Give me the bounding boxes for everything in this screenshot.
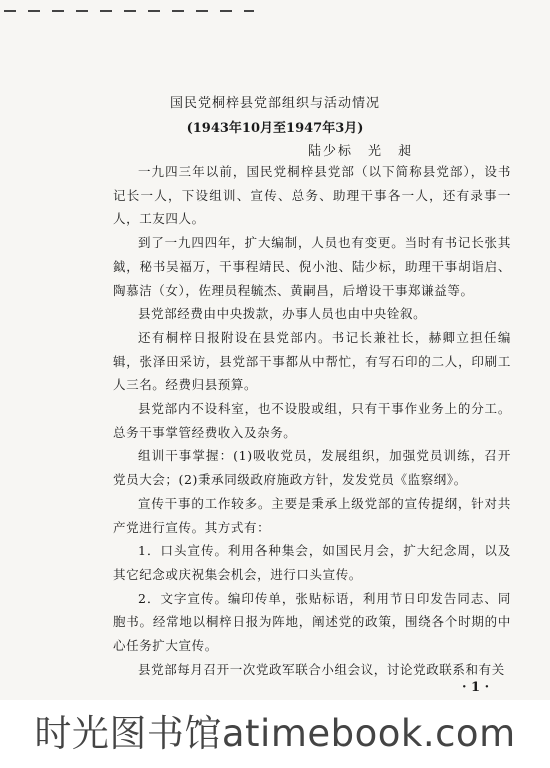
paragraph: 县党部内不设科室，也不设股或组，只有干事作业务上的分工。总务干事掌管经费收入及杂务。 [113, 401, 511, 440]
paragraph: 2．文字宣传。编印传单，张贴标语，利用节日印发告同志、同胞书。经常地以桐梓日报为阵地，阐述党的政策，围绕各个时期的中心任务扩大宣传。 [113, 590, 511, 654]
paragraph: 县党部经费由中央拨款，办事人员也由中央铨叙。 [138, 306, 427, 322]
paragraph: 一九四三年以前，国民党桐梓县党部（以下简称县党部），设书记长一人，下设组训、宣传、总务、助理干事各一人，还有录事一人，工友四人。 [113, 164, 511, 227]
paragraph: 到了一九四四年，扩大编制，人员也有变更。当时有书记长张其鉞，秘书吴福万，干事程靖民、倪小池、陆少标，助理干事胡诣启、陶慕洁（女），佐理员程毓杰、黄嗣昌，后增设干事郑谦益等。 [113, 235, 511, 298]
document-author: 陆少标 光 昶 [308, 144, 414, 159]
document-date-range: (1943年10月至1947年3月) [186, 121, 364, 136]
header-dashed-rule [4, 10, 254, 12]
paragraph: 组训干事掌握：(1)吸收党员，发展组织，加强党员训练，召开党员大会；(2)秉承同级政府施政方针，发发党员《监察纲》。 [113, 448, 511, 488]
document-body [113, 160, 511, 681]
site-watermark: 时光图书馆atimebook.com [0, 700, 550, 768]
paragraph: 1．口头宣传。利用各种集会，如国民月会，扩大纪念周，以及其它纪念或庆祝集会机会，进行口头宣传。 [113, 543, 511, 582]
paragraph: 还有桐梓日报附设在县党部内。书记长兼社长，赫卿立担任编辑，张泽田采访，县党部干事都从中帮忙，有写石印的二人，印刷工人三名。经费归县预算。 [113, 329, 511, 393]
paragraph: 宣传干事的工作较多。主要是秉承上级党部的宣传提纲，针对共产党进行宣传。其方式有： [113, 495, 511, 535]
page-number: · 1 · [462, 680, 490, 695]
paragraph: 县党部每月召开一次党政军联合小组会议，讨论党政联系和有关 [138, 661, 505, 677]
document-title: 国民党桐梓县党部组织与活动情况 [169, 96, 380, 111]
